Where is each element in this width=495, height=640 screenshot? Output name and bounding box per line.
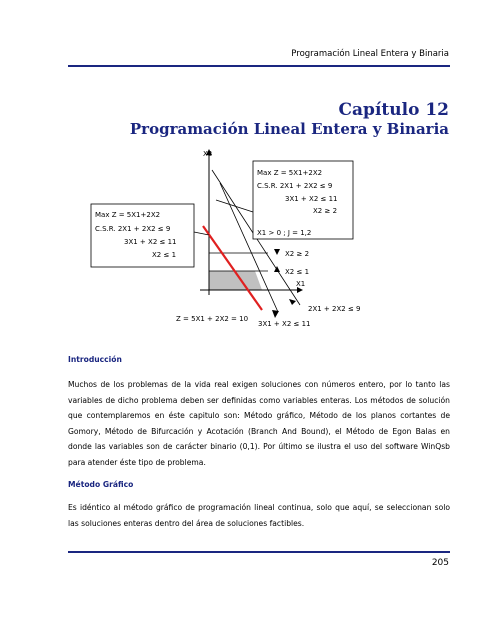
- section-title-introduccion: Introducción: [68, 355, 122, 364]
- running-header: Programación Lineal Entera y Binaria: [291, 49, 449, 59]
- label-c2: 3X1 + X2 ≤ 11: [258, 320, 311, 328]
- arrow-c1: [289, 299, 296, 305]
- chapter-number: Capítulo 12: [338, 100, 449, 120]
- right-box-line-5: X1 > 0 ; J = 1,2: [257, 229, 312, 237]
- footer-rule: [68, 551, 450, 553]
- left-box-line-3: 3X1 + X2 ≤ 11: [124, 238, 177, 246]
- left-box-line-4: X2 ≤ 1: [152, 251, 177, 259]
- left-box-line-2: C.S.R. 2X1 + 2X2 ≤ 9: [95, 225, 171, 233]
- y-axis-label: X2: [203, 150, 213, 158]
- section-title-metodo-grafico: Método Gráfico: [68, 480, 134, 489]
- right-box-line-4: X2 ≥ 2: [313, 207, 338, 215]
- right-box-pointer: [216, 200, 253, 212]
- label-z: Z = 5X1 + 2X2 = 10: [176, 315, 249, 323]
- paragraph-introduccion: Muchos de los problemas de la vida real exigen soluciones con números entero, por lo tanto las variables de dicho problema deben ser definidas como variables enteras. Los métodos de solución que contemplaremos en éste capitulo son: Método gráfico, Método de los planos cortantes de Gomory, Método de Bifurcación y Acotación (Branch And Bound), el Método de Egon Balas en donde las variables son de carácter binario (0,1). Por último se ilustra el uso del software WinQsb para atender éste tipo de problema.: [68, 380, 450, 467]
- right-box-line-2: C.S.R. 2X1 + 2X2 ≤ 9: [257, 182, 333, 190]
- label-x2-le-1: X2 ≤ 1: [285, 268, 310, 276]
- page-number: 205: [431, 558, 449, 568]
- chapter-title: Programación Lineal Entera y Binaria: [129, 120, 449, 138]
- right-box-line-3: 3X1 + X2 ≤ 11: [285, 195, 338, 203]
- left-box-line-1: Max Z = 5X1+2X2: [95, 211, 161, 219]
- arrow-c2: [272, 310, 279, 318]
- x-axis-label: X1: [296, 280, 306, 288]
- paragraph-metodo-grafico: Es idéntico al método gráfico de programación lineal continua, solo que aquí, se seleccionan solo las soluciones enteras dentro del área de soluciones factibles.: [68, 503, 450, 528]
- label-c1: 2X1 + 2X2 ≤ 9: [308, 305, 361, 313]
- right-box-line-1: Max Z = 5X1+2X2: [257, 169, 323, 177]
- label-x2-ge-2: X2 ≥ 2: [285, 250, 310, 258]
- arrow-x2-ge-2: [274, 249, 280, 255]
